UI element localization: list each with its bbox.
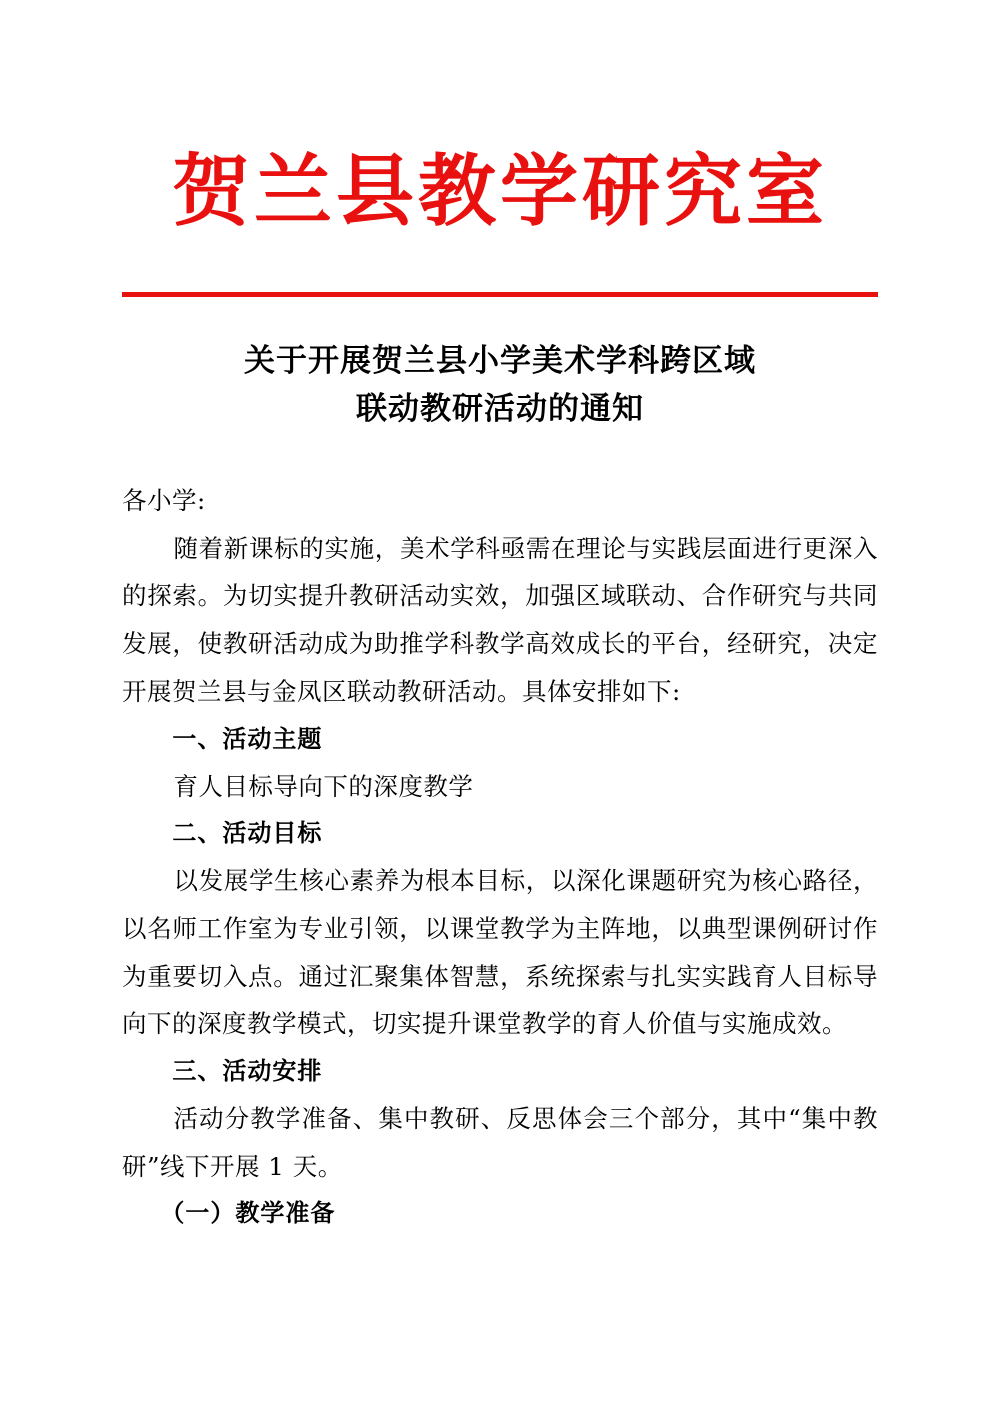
document-body: [122, 477, 878, 1237]
section-2-heading: 二、活动目标: [172, 819, 323, 848]
salutation: 各小学:: [122, 485, 206, 515]
document-title-line-1: 关于开展贺兰县小学美术学科跨区域: [244, 342, 756, 379]
document-title-line-2: 联动教研活动的通知: [356, 390, 644, 427]
masthead-organization: 贺兰县教学研究室: [171, 147, 828, 237]
intro-paragraph: 随着新课标的实施，美术学科亟需在理论与实践层面进行更深入的探索。为切实提升教研活动实效，加强区域联动、合作研究与共同发展，使教研活动成为助推学科教学高效成长的平台，经研究，决定开展贺兰县与金凤区联动教研活动。具体安排如下:: [122, 533, 878, 706]
document-title: [122, 337, 878, 433]
masthead-divider: [122, 292, 878, 297]
section-1-text: 育人目标导向下的深度教学: [173, 771, 474, 801]
section-1-heading: 一、活动主题: [172, 724, 323, 753]
section-3-text: 活动分教学准备、集中教研、反思体会三个部分，其中“集中教研”线下开展 1 天。: [122, 1103, 878, 1181]
section-2-text: 以发展学生核心素养为根本目标，以深化课题研究为核心路径，以名师工作室为专业引领，以课堂教学为主阵地，以典型课例研讨作为重要切入点。通过汇聚集体智慧，系统探索与扎实实践育人目标导向下的深度教学模式，切实提升课堂教学的育人价值与实施成效。: [122, 866, 878, 1039]
section-3-heading: 三、活动安排: [172, 1057, 323, 1086]
section-3-subsection-1-heading: （一）教学准备: [160, 1199, 336, 1228]
